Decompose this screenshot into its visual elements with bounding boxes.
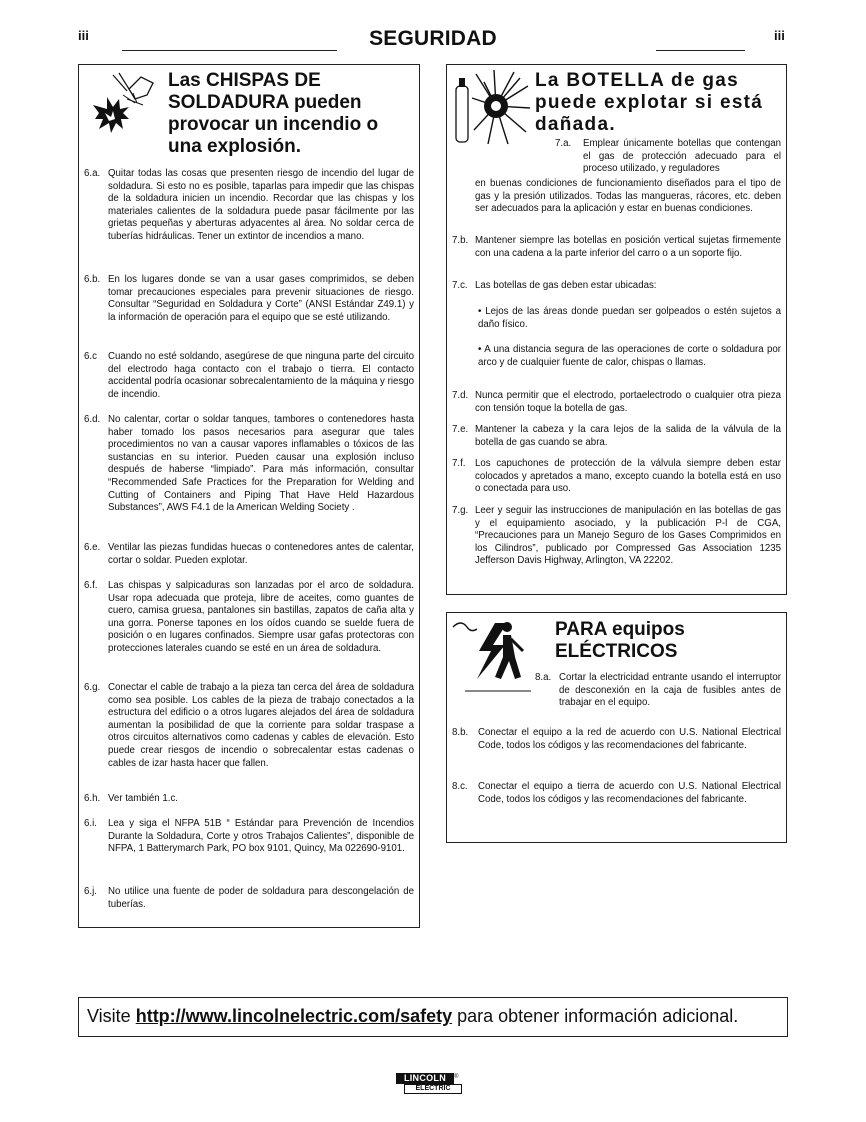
bullet-item: • Lejos de las áreas donde puedan ser golpeados o estén sujetos a daño físico. [478,306,781,330]
bullet-item: • A una distancia segura de las operaciones de corte o soldadura por arco y de cualquier fuente de calor, chispas o llamas. [478,344,781,368]
header-rule-left [122,50,337,51]
page-number-left: iii [78,28,89,43]
electric-shock-icon [451,617,533,697]
list-item: 7.f. Los capuchones de protección de la válvula siempre deben estar colocados y apretados a mano, excepto cuando la botella está en uso o conectada para uso. [452,458,781,495]
gas-cylinder-box [446,64,787,595]
welding-sparks-box [78,64,420,928]
list-item: 6.f. Las chispas y salpicaduras son lanzadas por el arco de soldadura. Usar ropa adecuada que proteja, libre de aceites, como guantes de cuero, camisa gruesa, pantalones sin bastillas, zapatos de caña alta y una gorra. Ponerse tapones en los oídos cuando se suelde fuera de posición o en lugares confinados. Siempre usar gafas protectoras con protecciones laterales cuando se esté en un área de soldadura. [84,580,414,654]
list-item: 6.c Cuando no esté soldando, asegúrese de que ninguna parte del circuito del electrodo haga contacto con el trabajo o tierra. El contacto accidental podría ocasionar sobrecalentamiento de la máquina y riesgo de incendio. [84,351,414,400]
electrical-warning-title: PARA equipos ELÉCTRICOS [555,619,685,662]
list-item: 7.e. Mantener la cabeza y la cara lejos de la salida de la válvula de la botella de gas cuando se abra. [452,424,781,448]
list-item: 6.d. No calentar, cortar o soldar tanques, tambores o contenedores hasta haber tomado los pasos necesarios para asegurar que tales procedimientos no van a causar vapores inflamables o tóxicos de las sustancias en su interior. Pueden causar una explosión incluso después de haberse “limpiado”. Para más información, consultar “Recommended Safe Practices for the Preparation for Welding and Cutting of Containers and Piping That Have Held Hazardous Substances”, AWS F4.1 de la American Welding Society . [84,414,414,514]
list-item: 6.e. Ventilar las piezas fundidas huecas o contenedores antes de calentar, cortar o soldar. Pueden explotar. [84,542,414,566]
lincoln-electric-logo: LINCOLN ® ELECTRIC [396,1073,464,1095]
safety-website-link[interactable]: http://www.lincolnelectric.com/safety [135,1006,453,1026]
list-item: 7.a. Emplear únicamente botellas que contengan el gas de protección adecuado para el proceso utilizado, y reguladores [555,138,781,175]
list-item: 6.i. Lea y siga el NFPA 51B “ Estándar para Prevención de Incendios Durante la Soldadura, Corte y otros Trabajos Calientes”, disponible de NFPA, 1 Batterymarch Park, PO box 9101, Quincy, Ma 022690-9101. [84,818,414,855]
list-item: 7.c. Las botellas de gas deben estar ubicadas: [452,280,657,291]
exploding-gas-cylinder-icon [450,68,532,146]
list-item: 6.g. Conectar el cable de trabajo a la pieza tan cerca del área de soldadura como sea posible. Los cables de la pieza de trabajo conectados a la estructura del edificio o a otros lugares alejados del área de soldadura aumentan la posibilidad de que la corriente para soldar traspase a otros circuitos alternativos como cadenas y cables de elevación. Esto puede crear riesgos de incendio o sobrecalentar estas cadenas o cables de izar hasta hacer que fallen. [84,682,414,769]
list-item: 6.a. Quitar todas las cosas que presenten riesgo de incendio del lugar de soldadura. Si esto no es posible, taparlas para impedir que las chispas de la soldadura inicien un incendio. Recordar que las chispas y los materiales calientes de la soldadura puede pasar fácilmente por las grietas pequeñas y aberturas adyacentes al área. No soldar cerca de tuberías hidráulicas. Tener un extintor de incendios a mano. [84,168,414,242]
page-number-right: iii [774,28,785,43]
visit-footer-box [78,997,788,1037]
page-title: SEGURIDAD [369,27,497,50]
header-rule-right [656,50,745,51]
sparks-warning-title: Las CHISPAS DE SOLDADURA pueden provocar un incendio o una explosión. [168,70,379,157]
list-item: 6.j. No utilice una fuente de poder de soldadura para descongelación de tuberías. [84,886,414,910]
list-item: 8.b. Conectar el equipo a la red de acuerdo con U.S. National Electrical Code, todos los códigos y las recomendaciones del fabricante. [452,727,781,751]
list-item: 8.a. Cortar la electricidad entrante usando el interruptor de desconexión en la caja de fusibles antes de trabajar en el equipo. [535,672,781,709]
list-item: 8.c. Conectar el equipo a tierra de acuerdo con U.S. National Electrical Code, todos los códigos y las recomendaciones del fabricante. [452,781,781,805]
list-item: 7.b. Mantener siempre las botellas en posición vertical sujetas firmemente con una cadena a la parte inferior del carro o a un soporte fijo. [452,235,781,259]
list-item: 7.d. Nunca permitir que el electrodo, portaelectrodo o cualquier otra pieza con tensión toque la botella de gas. [452,390,781,414]
list-item-continued: en buenas condiciones de funcionamiento diseñados para el tipo de gas y la presión utilizados. Todas las mangueras, rácores, etc. deben ser adecuados para la aplicación y estar en buenas condiciones. [475,178,781,215]
gas-warning-title: La BOTELLA de gas puede explotar si está dañada. [535,70,764,135]
list-item: 6.b. En los lugares donde se van a usar gases comprimidos, se deben tomar precauciones especiales para prevenir situaciones de riesgo. Consultar “Seguridad en Soldadura y Corte” (ANSI Estándar Z49.1) y la información de operación para el equipo que se esté utilizando. [84,274,414,323]
electrical-box [446,612,787,843]
list-item: 7.g. Leer y seguir las instrucciones de manipulación en las botellas de gas y el equipamiento asociado, y la publicación P-l de CGA, “Precauciones para un Manejo Seguro de los Gases Comprimidos en los Cilindros”, publicado por Compressed Gas Association 1235 Jefferson Davis Highway, Arlington, VA 22202. [452,505,781,567]
fire-explosion-icon [83,69,161,141]
visit-text: Visite http://www.lincolnelectric.com/safety para obtener información adicional. [87,1006,739,1026]
list-item: 6.h. Ver también 1.c. [84,793,179,804]
